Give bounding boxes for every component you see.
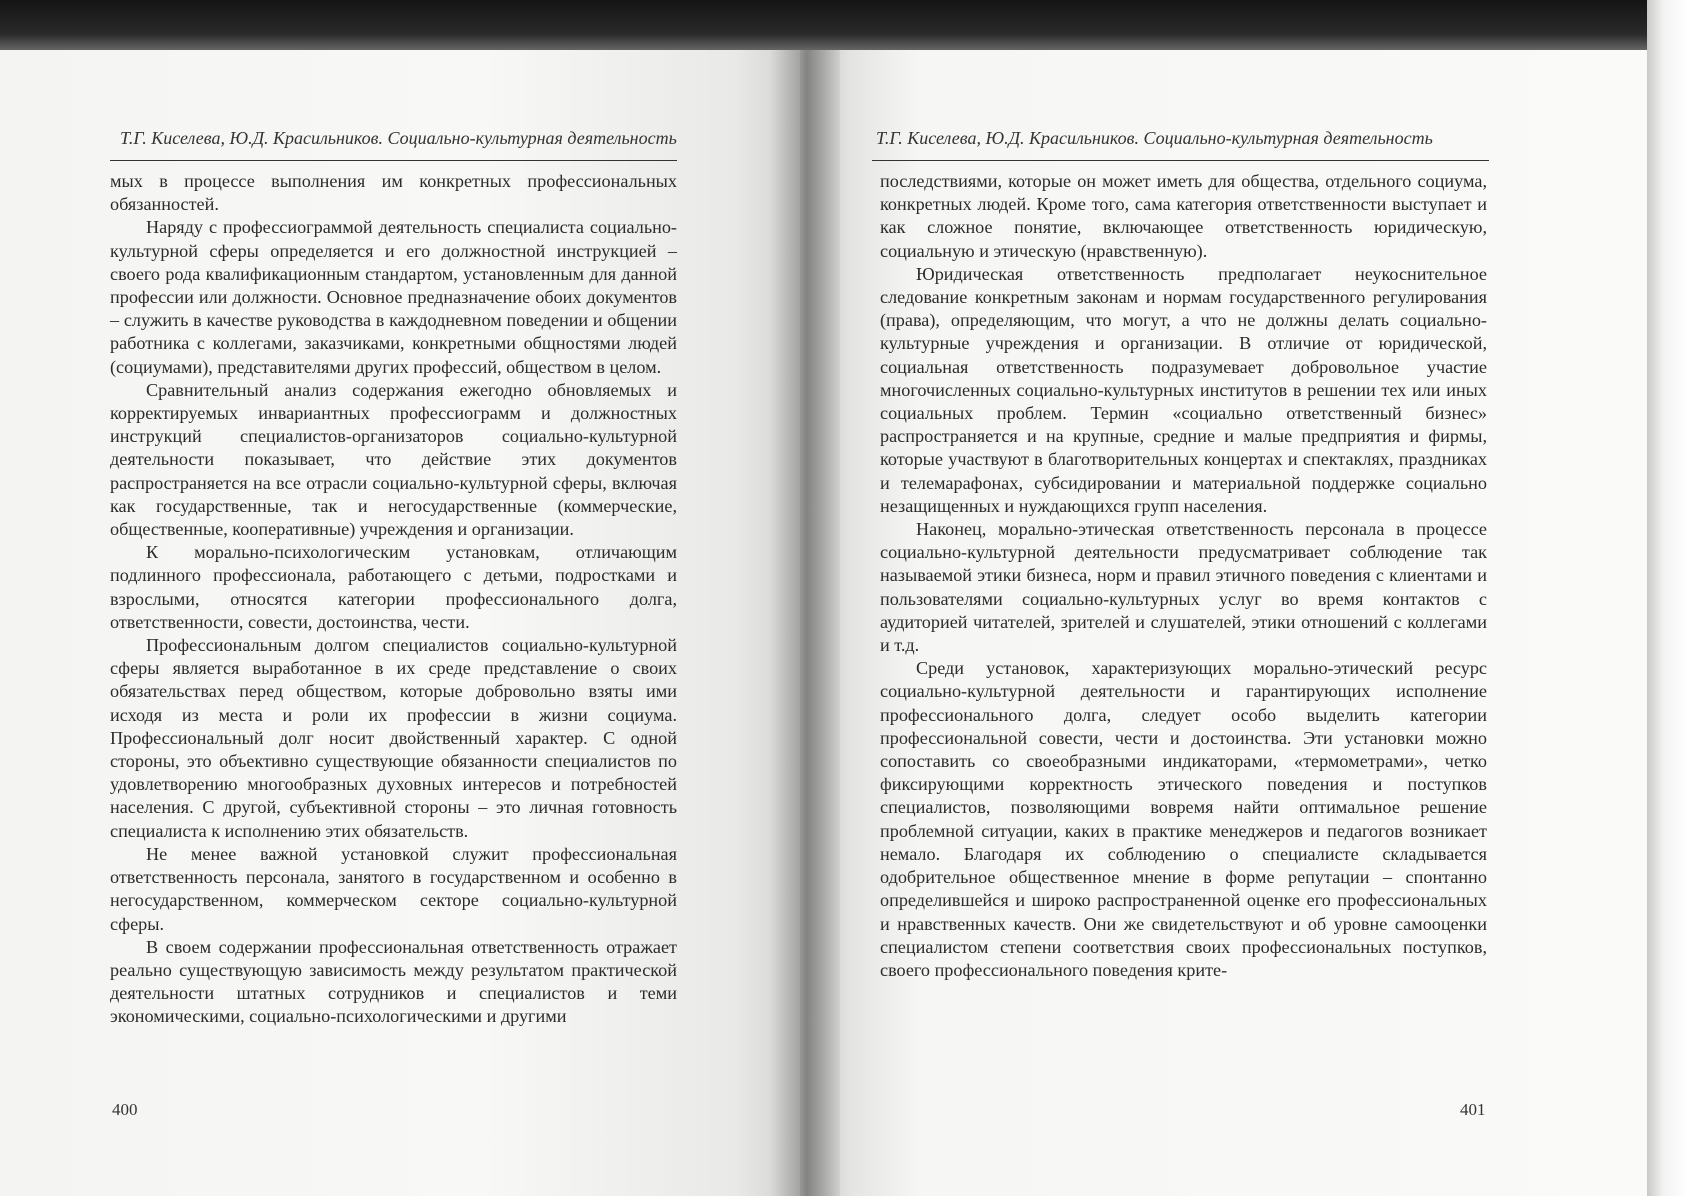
right-paragraph-1: последствиями, которые он может иметь для общества, отдельного социума, конкретных людей. Кроме того, сама категория ответственности выступает и как сложное понятие, включающее ответственность юридическую, социальную и этическую (нравственную). bbox=[880, 171, 1487, 261]
book-gutter-shadow bbox=[770, 50, 840, 1196]
left-header-rule bbox=[110, 160, 677, 161]
left-paragraph-4: К морально-психологическим установкам, отличающим подлинного профессионала, работающего с детьми, подростками и взрослыми, относятся категории профессионального долга, ответственности, совести, достоинства, чести. bbox=[110, 542, 677, 632]
left-paragraph-7: В своем содержании профессиональная ответственность отражает реально существующую зависимость между результатом практической деятельности штатных сотрудников и специалистов и теми экономическими, социально-психологическими и другими bbox=[110, 936, 677, 1027]
left-page-number: 400 bbox=[112, 1100, 138, 1119]
right-paragraph-4: Среди установок, характеризующих морально-этический ресурс социально-культурной деятельности и гарантирующих исполнение профессионального долга, следует особо выделить категории профессиональной совести, чести и достоинства. Эти установки можно сопоставить со своеобразными индикаторами, «термометрами», четко фиксирующими корректность этического поведения и поступков специалистов, позволяющими вовремя найти оптимальное решение проблемной ситуации, каких в практике менеджеров и педагогов возникает немало. Благодаря их соблюдению о специалисте складывается одобрительное общественное мнение в форме репутации – спонтанно определившейся и широко распространенной оценке его профессиональных и нравственных качеств. Они же свидетельствуют и об уровне самооценки специалистом степени соответствия своих профессиональных поступков, своего профессионального поведения крите- bbox=[880, 658, 1487, 980]
right-header-rule bbox=[872, 160, 1489, 161]
left-body-text bbox=[110, 170, 677, 1029]
right-body-text bbox=[880, 170, 1487, 982]
right-paragraph-3: Наконец, морально-этическая ответственность персонала в процессе социально-культурной деятельности предусматривает соблюдение так называемой этики бизнеса, норм и правил этичного поведения с клиентами и пользователями социально-культурных услуг во время контактов с аудиторией читателей, зрителей и слушателей, этики отношений с коллегами и т.д. bbox=[880, 519, 1487, 656]
left-paragraph-2: Наряду с профессиограммой деятельность специалиста социально-культурной сферы определяется и его должностной инструкцией – своего рода квалификационным стандартом, установленным для данной профессии или должности. Основное предназначение обоих документов – служить в качестве руководства в каждодневном поведении и общении работника с коллегами, заказчиками, конкретными общностями людей (социумами), представителями других профессий, обществом в целом. bbox=[110, 217, 677, 377]
right-paragraph-2: Юридическая ответственность предполагает неукоснительное следование конкретным законам и нормам государственного регулирования (права), определяющим, что могут, а что не должны делать социально-культурные учреждения и организации. В отличие от юридической, социальная ответственность подразумевает добровольное участие многочисленных социально-культурных институтов в решении тех или иных социальных проблем. Термин «социально ответственный бизнес» распространяется и на крупные, средние и малые предприятия и фирмы, которые участвуют в благотворительных концертах и спектаклях, праздниках и телемарафонах, субсидировании и материальной поддержке социально незащищенных и нуждающихся групп населения. bbox=[880, 263, 1487, 516]
left-paragraph-3: Сравнительный анализ содержания ежегодно обновляемых и корректируемых инвариантных профессиограмм и должностных инструкций специалистов-организаторов социально-культурной деятельности показывает, что действие этих документов распространяется на все отрасли социально-культурной сферы, включая как государственные, так и негосударственные (коммерческие, общественные, кооперативные) учреждения и организации. bbox=[110, 379, 677, 540]
left-running-header: Т.Г. Киселева, Ю.Д. Красильников. Социально-культурная деятельность bbox=[120, 128, 677, 148]
page-edge bbox=[1647, 0, 1687, 1196]
right-running-header: Т.Г. Киселева, Ю.Д. Красильников. Социально-культурная деятельность bbox=[876, 128, 1433, 148]
left-paragraph-5: Профессиональным долгом специалистов социально-культурной сферы является выработанное в их среде представление о своих обязательствах перед обществом, которые добровольно взяты ими исходя из места и роли их профессии в жизни социума. Профессиональный долг носит двойственный характер. С одной стороны, это объективно существующие обязанности специалистов по удовлетворению многообразных духовных интересов и потребностей населения. С другой, субъективной стороны – это личная готовность специалиста к исполнению этих обязательств. bbox=[110, 635, 677, 841]
left-paragraph-1: мых в процессе выполнения им конкретных профессиональных обязанностей. bbox=[110, 171, 677, 215]
left-paragraph-6: Не менее важной установкой служит профессиональная ответственность персонала, занятого в государственном и особенно в негосударственном, коммерческом секторе социально-культурной сферы. bbox=[110, 843, 677, 934]
right-page-number: 401 bbox=[1460, 1100, 1486, 1119]
